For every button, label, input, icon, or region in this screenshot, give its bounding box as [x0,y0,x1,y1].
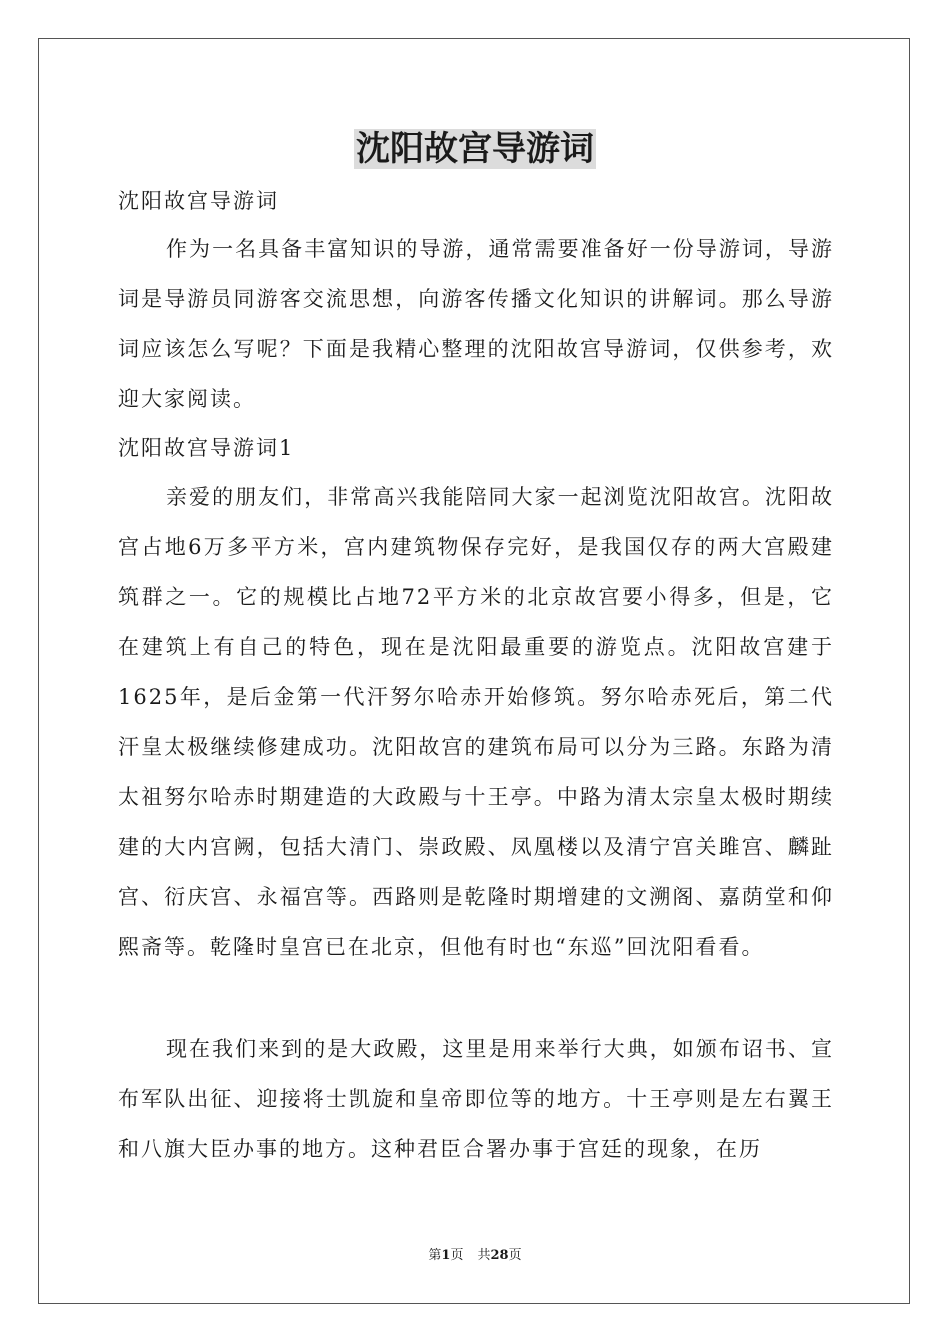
total-prefix: 共 [477,1248,491,1263]
document-title-text: 沈阳故宫导游词 [356,129,594,169]
body-paragraph-1: 亲爱的朋友们，非常高兴我能陪同大家一起浏览沈阳故宫。沈阳故宫占地6万多平方米，宫内建筑物保存完好，是我国仅存的两大宫殿建筑群之一。它的规模比占地72平方米的北京故宫要小得多，但是，它在建筑上有自己的特色，现在是沈阳最重要的游览点。沈阳故宫建于1625年，是后金第一代汗努尔哈赤开始修筑。努尔哈赤死后，第二代汗皇太极继续修建成功。沈阳故宫的建筑布局可以分为三路。东路为清太祖努尔哈赤时期建造的大政殿与十王亭。中路为清太宗皇太极时期续建的大内宫阙，包括大清门、崇政殿、凤凰楼以及清宁宫关雎宫、麟趾宫、衍庆宫、永福宫等。西路则是乾隆时期增建的文溯阁、嘉荫堂和仰熙斋等。乾隆时皇宫已在北京，但他有时也“东巡”回沈阳看看。 [118,485,834,959]
page-current: 1 [441,1248,451,1263]
page-suffix: 页 [450,1248,464,1263]
section-heading: 沈阳故宫导游词1 [118,436,295,460]
total-suffix: 页 [508,1248,522,1263]
page-footer [0,1246,950,1266]
body-paragraph-2: 现在我们来到的是大政殿，这里是用来举行大典，如颁布诏书、宣布军队出征、迎接将士凯旋和皇帝即位等的地方。十王亭则是左右翼王和八旗大臣办事的地方。这种君臣合署办事于宫廷的现象，在历 [118,1037,834,1161]
page-total: 28 [490,1248,509,1263]
document-subtitle: 沈阳故宫导游词 [118,189,279,213]
document-title [0,124,950,174]
intro-paragraph: 作为一名具备丰富知识的导游，通常需要准备好一份导游词，导游词是导游员同游客交流思想，向游客传播文化知识的讲解词。那么导游词应该怎么写呢？下面是我精心整理的沈阳故宫导游词，仅供参考，欢迎大家阅读。 [118,237,834,411]
page-prefix: 第 [428,1248,442,1263]
